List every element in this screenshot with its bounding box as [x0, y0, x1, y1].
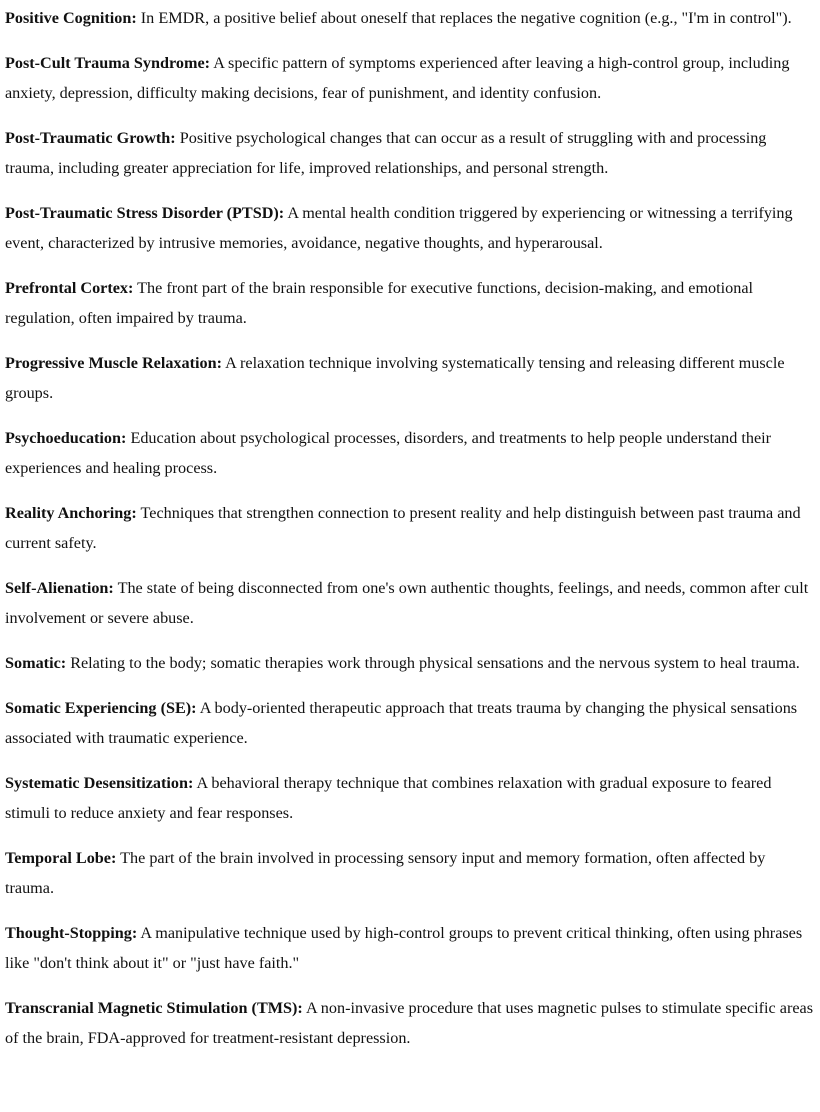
glossary-entry-systematic-desensitization	[5, 768, 814, 828]
glossary-entry-post-cult-trauma-syndrome	[5, 48, 814, 108]
glossary-definition: A mental health condition triggered by experiencing or witnessing a terrifying event, characterized by intrusive memories, avoidance, negative thoughts, and hyperarousal.	[5, 204, 793, 252]
glossary-term: Progressive Muscle Relaxation:	[5, 354, 222, 372]
glossary-term: Somatic Experiencing (SE):	[5, 699, 197, 717]
glossary-term: Positive Cognition:	[5, 9, 137, 27]
glossary-entry-self-alienation	[5, 573, 814, 633]
glossary-definition: In EMDR, a positive belief about oneself that replaces the negative cognition (e.g., "I'm in control").	[136, 9, 792, 27]
glossary-entry-somatic-experiencing	[5, 693, 814, 753]
glossary-entry-progressive-muscle-relaxation	[5, 348, 814, 408]
glossary-term: Post-Cult Trauma Syndrome:	[5, 54, 211, 72]
glossary-term: Somatic:	[5, 654, 67, 672]
glossary-definition: Education about psychological processes, disorders, and treatments to help people understand their experiences and healing process.	[5, 429, 772, 477]
glossary-term: Transcranial Magnetic Stimulation (TMS):	[5, 999, 303, 1017]
glossary-entry-thought-stopping	[5, 918, 814, 978]
glossary-entry-temporal-lobe	[5, 843, 814, 903]
glossary-definition: A behavioral therapy technique that combines relaxation with gradual exposure to feared stimuli to reduce anxiety and fear responses.	[5, 774, 772, 822]
glossary-entry-reality-anchoring	[5, 498, 814, 558]
glossary-definition: A relaxation technique involving systematically tensing and releasing different muscle groups.	[5, 354, 785, 402]
glossary-term: Thought-Stopping:	[5, 924, 138, 942]
glossary-definition: A body-oriented therapeutic approach that treats trauma by changing the physical sensations associated with traumatic experience.	[5, 699, 798, 747]
glossary-term: Temporal Lobe:	[5, 849, 117, 867]
glossary-definition: Positive psychological changes that can occur as a result of struggling with and processing trauma, including greater appreciation for life, improved relationships, and personal strength.	[5, 129, 767, 177]
glossary-entry-ptsd	[5, 198, 814, 258]
glossary-definition: The front part of the brain responsible for executive functions, decision-making, and emotional regulation, often impaired by trauma.	[5, 279, 753, 327]
glossary-definition: Techniques that strengthen connection to present reality and help distinguish between past trauma and current safety.	[5, 504, 801, 552]
glossary-definition: The state of being disconnected from one's own authentic thoughts, feelings, and needs, common after cult involvement or severe abuse.	[5, 579, 809, 627]
glossary-entry-prefrontal-cortex	[5, 273, 814, 333]
glossary-term: Post-Traumatic Growth:	[5, 129, 176, 147]
glossary-term: Self-Alienation:	[5, 579, 114, 597]
glossary-definition: A manipulative technique used by high-control groups to prevent critical thinking, often using phrases like "don't think about it" or "just have faith."	[5, 924, 803, 972]
glossary-term: Post-Traumatic Stress Disorder (PTSD):	[5, 204, 285, 222]
glossary-definition: A specific pattern of symptoms experienced after leaving a high-control group, including anxiety, depression, difficulty making decisions, fear of punishment, and identity confusion.	[5, 54, 790, 102]
glossary-definition: A non-invasive procedure that uses magnetic pulses to stimulate specific areas of the brain, FDA-approved for treatment-resistant depression.	[5, 999, 814, 1047]
glossary-entry-tms	[5, 993, 814, 1053]
glossary-term: Reality Anchoring:	[5, 504, 137, 522]
glossary-term: Systematic Desensitization:	[5, 774, 194, 792]
glossary-entry-psychoeducation	[5, 423, 814, 483]
glossary-entry-positive-cognition	[5, 3, 814, 33]
glossary-definition: The part of the brain involved in processing sensory input and memory formation, often affected by trauma.	[5, 849, 766, 897]
glossary-term: Psychoeducation:	[5, 429, 127, 447]
glossary-term: Prefrontal Cortex:	[5, 279, 134, 297]
glossary-entry-somatic	[5, 648, 814, 678]
glossary-definition: Relating to the body; somatic therapies work through physical sensations and the nervous system to heal trauma.	[66, 654, 800, 672]
glossary-entry-post-traumatic-growth	[5, 123, 814, 183]
